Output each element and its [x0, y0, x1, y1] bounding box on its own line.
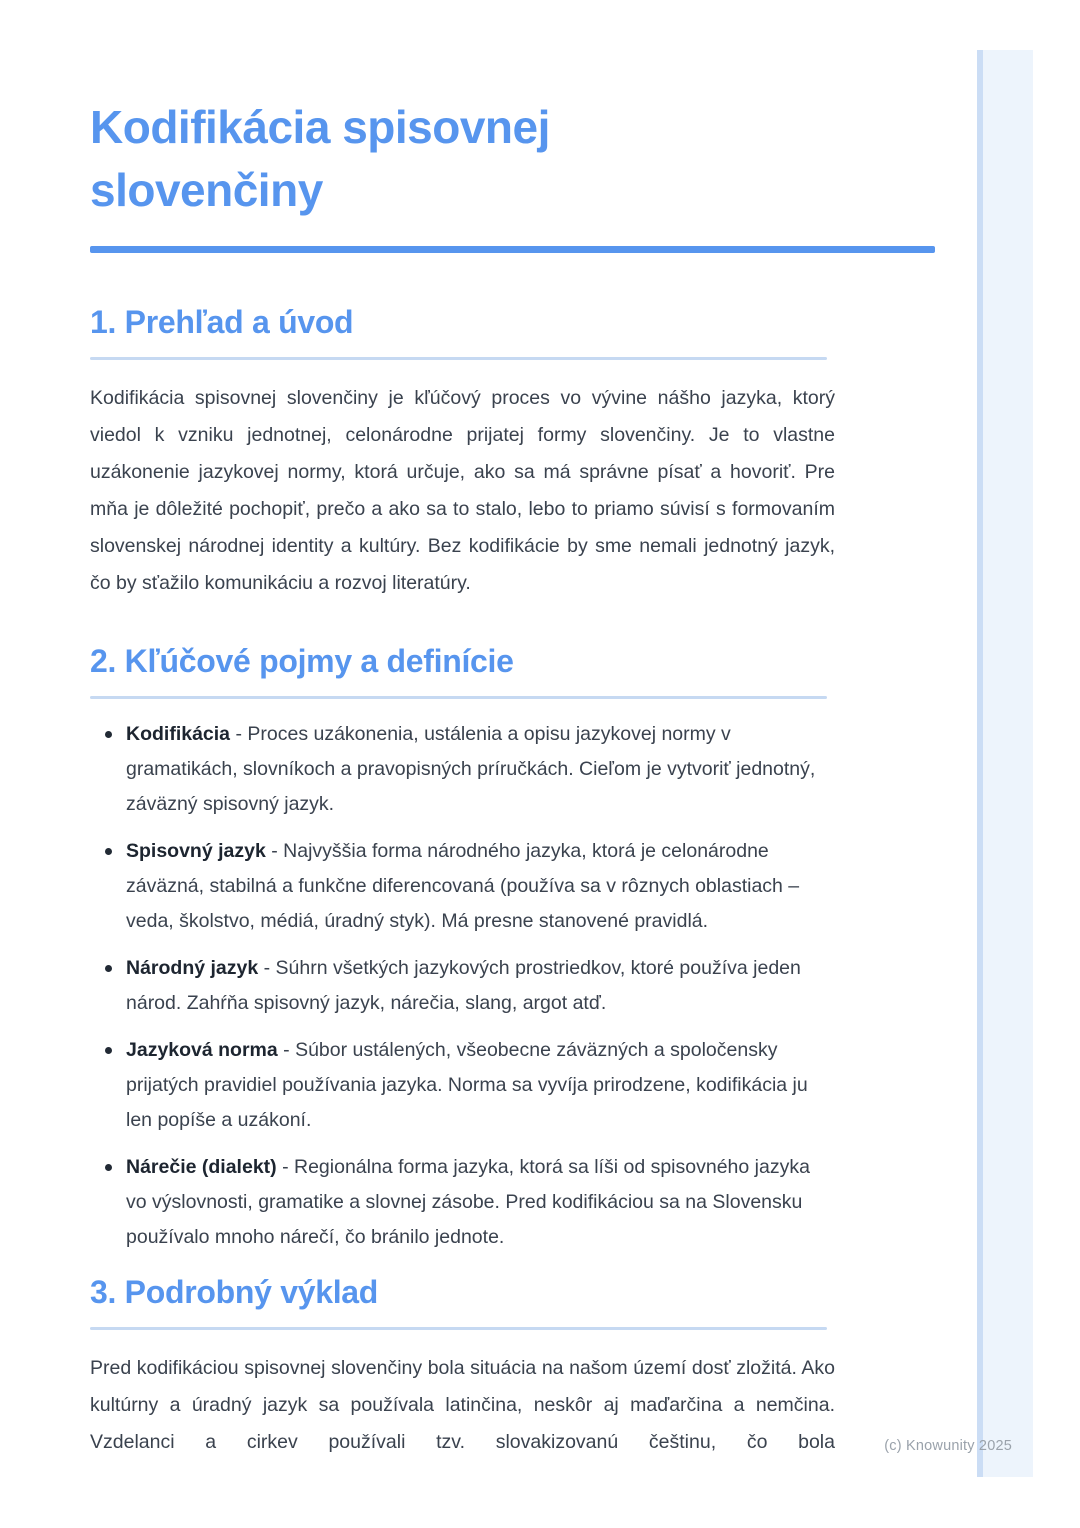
page-title: Kodifikácia spisovnej slovenčiny: [90, 101, 550, 217]
detail-paragraph: Pred kodifikáciou spisovnej slovenčiny bola situácia na našom území dosť zložitá. Ako kultúrny a úradný jazyk sa používala latinčina, neskôr aj maďarčina a nemčina. Vzdelanci a cirkev používali tzv. slovakizovanú češtinu, čo bola: [90, 1356, 835, 1453]
section-heading-detail: 3. Podrobný výklad: [90, 1273, 379, 1310]
copyright-notice: (c) Knowunity 2025: [884, 1438, 1012, 1454]
term-label: Spisovný jazyk: [126, 839, 266, 862]
bullet-icon: [105, 848, 112, 855]
term-definition: - Najvyššia forma národného jazyka, ktorá je celonárodne záväzná, stabilná a funkčne diferencovaná (používa sa v rôznych oblastiach – veda, školstvo, médiá, úradný styk). Má presne stanovené pravidlá.: [126, 839, 800, 932]
list-item: [90, 951, 835, 1021]
definitions-list: [90, 717, 835, 1255]
definition-text: [126, 834, 835, 939]
list-item: [90, 834, 835, 939]
term-definition: - Proces uzákonenia, ustálenia a opisu jazykovej normy v gramatikách, slovníkoch a pravopisných príručkách. Cieľom je vytvoriť jednotný, záväzný spisovný jazyk.: [126, 722, 816, 815]
bullet-icon: [105, 1047, 112, 1054]
page-edge-accent-strip: [977, 50, 1033, 1477]
list-item: [90, 717, 835, 822]
term-definition: - Súbor ustálených, všeobecne záväzných a spoločensky prijatých pravidiel používania jazyka. Norma sa vyvíja prirodzene, kodifikácia ju len popíše a uzákoní.: [126, 1038, 808, 1131]
section-heading-definitions: 2. Kľúčové pojmy a definície: [90, 642, 514, 679]
title-divider: [90, 246, 935, 253]
section-underline: [90, 1327, 827, 1330]
bullet-icon: [105, 1164, 112, 1171]
term-label: Kodifikácia: [126, 722, 231, 745]
term-label: Nárečie (dialekt): [126, 1155, 277, 1178]
term-label: Národný jazyk: [126, 956, 259, 979]
definition-text: [126, 717, 835, 822]
intro-paragraph: Kodifikácia spisovnej slovenčiny je kľúčový proces vo vývine nášho jazyka, ktorý viedol k vzniku jednotnej, celonárodne prijatej formy slovenčiny. Je to vlastne uzákonenie jazykovej normy, ktorá určuje, ako sa má správne písať a hovoriť. Pre mňa je dôležité pochopiť, prečo a ako sa to stalo, lebo to priamo súvisí s formovaním slovenskej národnej identity a kultúry. Bez kodifikácie by sme nemali jednotný jazyk, čo by sťažilo komunikáciu a rozvoj literatúry.: [90, 386, 835, 594]
list-item: [90, 1150, 835, 1255]
definition-text: [126, 1150, 835, 1255]
bullet-icon: [105, 965, 112, 972]
term-definition: - Regionálna forma jazyka, ktorá sa líši od spisovného jazyka vo výslovnosti, gramatike a slovnej zásobe. Pred kodifikáciou sa na Slovensku používalo mnoho nárečí, čo bránilo jednote.: [126, 1155, 810, 1248]
document-content: [90, 96, 835, 1461]
definition-text: [126, 1033, 835, 1138]
bullet-icon: [105, 731, 112, 738]
term-label: Jazyková norma: [126, 1038, 278, 1061]
definition-text: [126, 951, 835, 1021]
section-heading-overview: 1. Prehľad a úvod: [90, 303, 354, 340]
section-underline: [90, 696, 827, 699]
section-underline: [90, 357, 827, 360]
term-definition: - Súhrn všetkých jazykových prostriedkov, ktoré používa jeden národ. Zahŕňa spisovný jazyk, nárečia, slang, argot atď.: [126, 956, 801, 1014]
list-item: [90, 1033, 835, 1138]
